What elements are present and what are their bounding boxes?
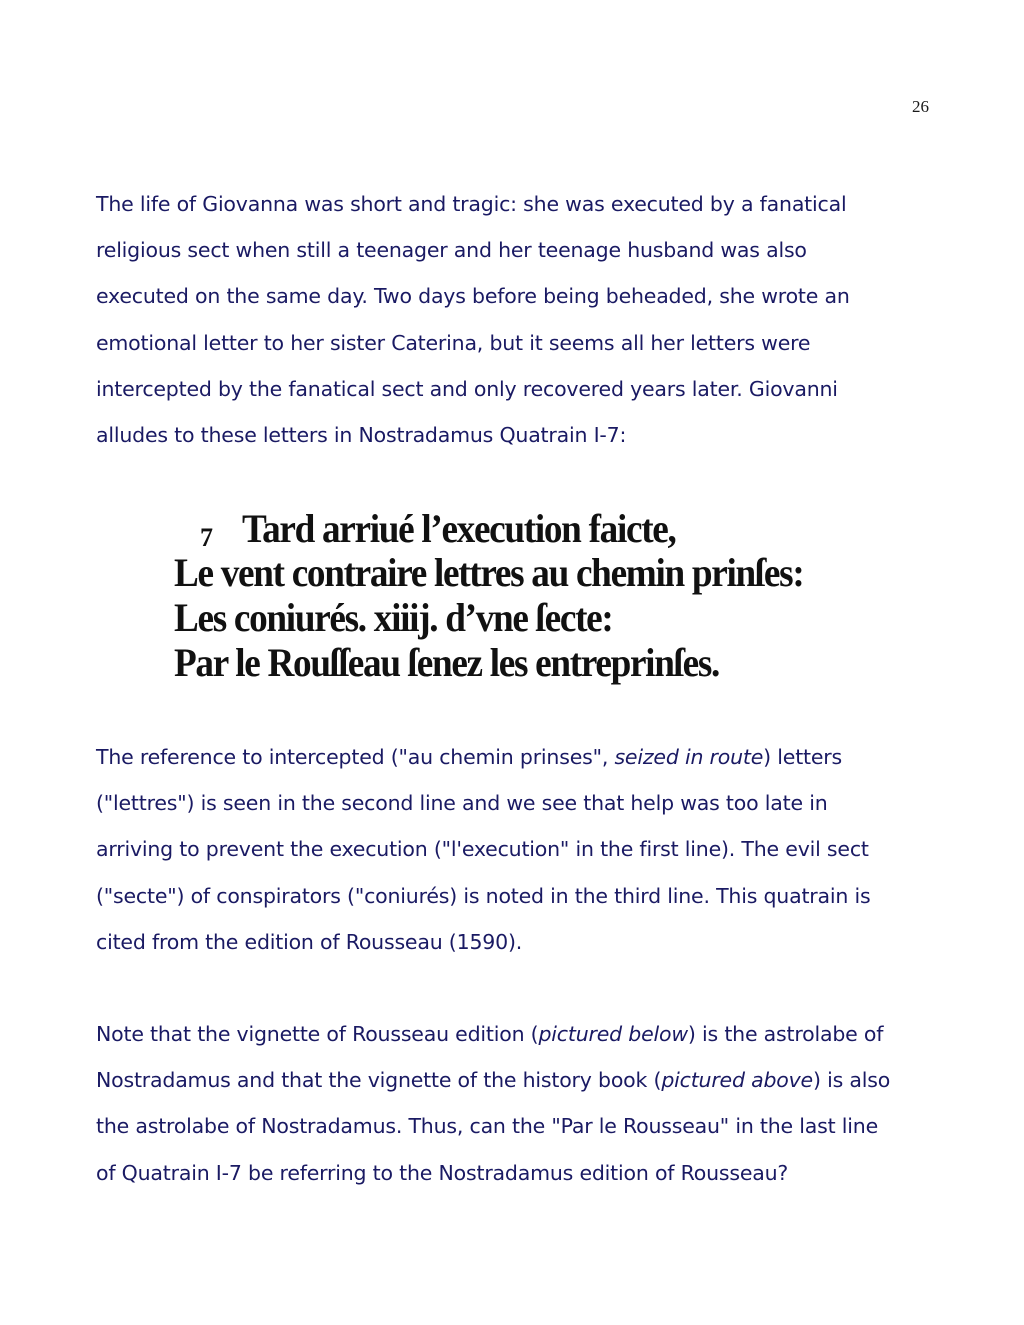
- page-number: 26: [912, 97, 929, 116]
- paragraph-vignette-note: [96, 1011, 936, 1196]
- quatrain-number: 7: [200, 523, 213, 552]
- paragraph-line: executed on the same day. Two days before being beheaded, she wrote an: [96, 284, 850, 309]
- paragraph-line: of Quatrain I-7 be referring to the Nostradamus edition of Rousseau?: [96, 1160, 789, 1185]
- quatrain-line: Tard arriué l’execution faicte,: [242, 506, 676, 551]
- paragraph-line: arriving to prevent the execution ("l'execution" in the first line). The evil sect: [96, 837, 869, 862]
- paragraph-line: intercepted by the fanatical sect and only recovered years later. Giovanni: [96, 376, 838, 401]
- paragraph-line: [96, 1011, 936, 1057]
- quatrain-line: Les coniurés. xiiij. d’vne ſecte:: [174, 595, 613, 640]
- paragraph-line: religious sect when still a teenager and her teenage husband was also: [96, 238, 807, 263]
- text-run: Nostradamus and that the vignette of the history book (: [96, 1068, 662, 1093]
- paragraph-line: cited from the edition of Rousseau (1590).: [96, 929, 523, 954]
- italic-text: pictured below: [538, 1022, 688, 1046]
- text-run: Note that the vignette of Rousseau edition (: [96, 1022, 539, 1046]
- quatrain-line: Par le Rouſſeau ſenez les entreprinſes.: [174, 640, 720, 685]
- paragraph-line: emotional letter to her sister Caterina, but it seems all her letters were: [96, 330, 811, 355]
- paragraph-line: [96, 734, 936, 780]
- paragraph-line: [96, 1057, 936, 1103]
- paragraph-line: ("lettres") is seen in the second line and we see that help was too late in: [96, 791, 828, 816]
- quatrain-i7-facsimile: [170, 505, 870, 690]
- text-run: The reference to intercepted ("au chemin prinses",: [96, 745, 615, 769]
- paragraph-giovanna-life: [96, 181, 936, 458]
- paragraph-line: ("secte") of conspirators ("coniurés) is noted in the third line. This quatrain is: [96, 883, 871, 908]
- italic-text: pictured above: [661, 1068, 813, 1093]
- paragraph-line: alludes to these letters in Nostradamus Quatrain I-7:: [96, 423, 627, 448]
- quatrain-line: Le vent contraire lettres au chemin prinſes:: [174, 550, 804, 595]
- text-run: ) is also: [812, 1068, 891, 1093]
- paragraph-line: The life of Giovanna was short and tragic: she was executed by a fanatical: [96, 192, 847, 216]
- paragraph-line: the astrolabe of Nostradamus. Thus, can the "Par le Rousseau" in the last line: [96, 1114, 878, 1139]
- italic-text: seized in route: [614, 745, 764, 769]
- paragraph-quatrain-analysis: [96, 734, 936, 965]
- text-run: ) letters: [763, 745, 842, 769]
- text-run: ) is the astrolabe of: [687, 1022, 884, 1046]
